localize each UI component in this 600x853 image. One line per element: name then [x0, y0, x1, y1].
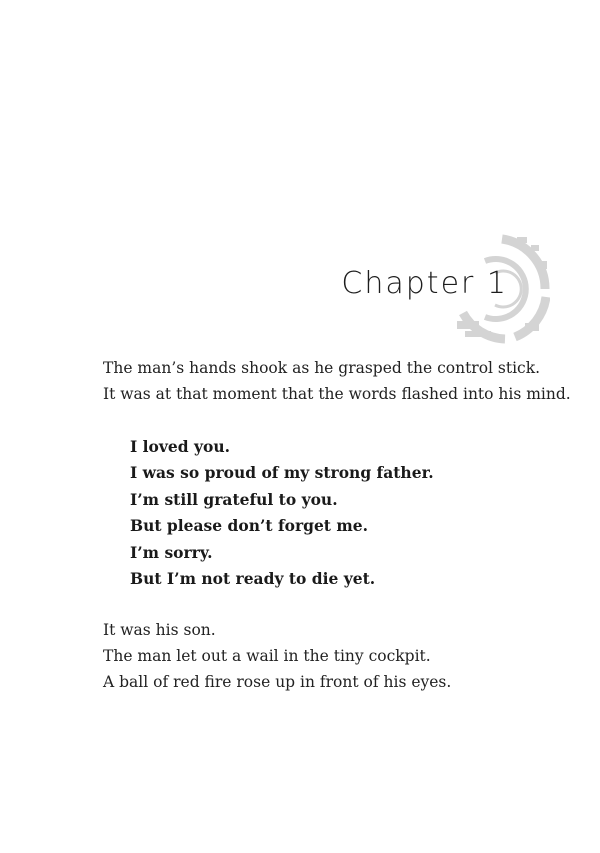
text-line: A ball of red fire rose up in front of his eyes. — [103, 673, 452, 691]
message-line: I loved you. — [130, 437, 230, 456]
text-line: It was his son. — [103, 621, 216, 639]
chapter-title: Chapter 1 — [341, 266, 508, 301]
son-message — [130, 434, 434, 592]
text-line: It was at that moment that the words flashed into his mind. — [103, 385, 571, 403]
message-line: I’m still grateful to you. — [130, 489, 338, 509]
message-line: I was so proud of my strong father. — [130, 463, 434, 483]
message-line: I’m sorry. — [130, 542, 213, 562]
text-line: The man’s hands shook as he grasped the control stick. — [103, 359, 541, 377]
text-line: The man let out a wail in the tiny cockpit. — [103, 647, 431, 665]
closing-paragraph — [103, 617, 563, 695]
message-line: But I’m not ready to die yet. — [130, 569, 376, 589]
opening-paragraph — [103, 355, 571, 407]
message-line: But please don’t forget me. — [130, 516, 369, 536]
